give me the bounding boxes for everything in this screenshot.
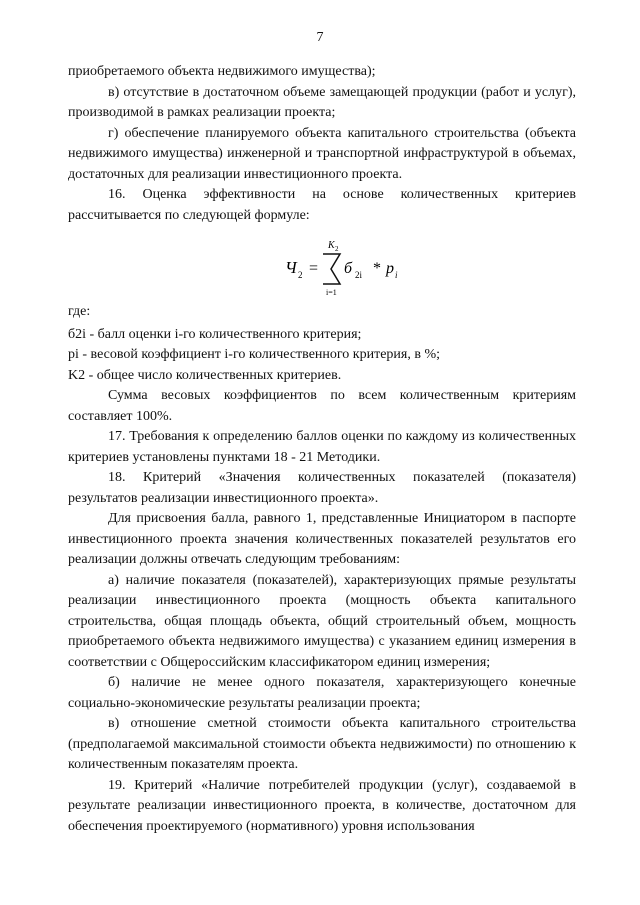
paragraph-18: 18. Критерий «Значения количественных показателей (показателя) результатов реализации инвестиционного проекта». (68, 470, 576, 506)
page-number: 7 (316, 30, 324, 45)
formula-sum-upper-subscript: 2 (335, 245, 339, 253)
definition-pi: pi - весовой коэффициент i-го количественного критерия, в %; (68, 347, 441, 362)
paragraph-16: 16. Оценка эффективности на основе количественных критериев рассчитывается по следующей формуле: (68, 187, 576, 223)
paragraph-item-v: в) отсутствие в достаточном объеме замещающей продукции (работ и услуг), производимой в рамках реализации проекта; (68, 84, 576, 120)
paragraph-score-rules: Для присвоения балла, равного 1, представленные Инициатором в паспорте инвестиционного проекта значения количественных показателей результатов его реализации должны отвечать следующим требованиям: (68, 511, 576, 567)
where-label: где: (68, 304, 91, 319)
formula-weight: p (386, 260, 394, 277)
formula-times: * (373, 260, 381, 277)
formula-lhs-subscript: 2 (298, 270, 303, 280)
paragraph-17: 17. Требования к определению баллов оценки по каждому из количественных критериев установлены пунктами 18 - 21 Методики. (68, 429, 576, 465)
paragraph-item-v-ratio: в) отношение сметной стоимости объекта капитального строительства (предполагаемой максимальной стоимости объекта недвижимости) по отношению к количественным показателям проекта. (68, 716, 576, 772)
definition-b2i: б2i - балл оценки i-го количественного критерия; (68, 326, 362, 342)
formula-lhs: Ч (285, 258, 297, 277)
formula-term-subscript: 2i (355, 270, 363, 280)
formula-equals: = (309, 260, 319, 277)
paragraph-continuation: приобретаемого объекта недвижимого имущества); (68, 64, 376, 79)
formula-block (68, 226, 576, 302)
paragraph-item-a: а) наличие показателя (показателей), характеризующих прямые результаты реализации инвестиционного проекта (мощность объекта капитального строительства, общая площадь объекта, общий строительный объем, мощность приобретаемого объекта недвижимого имущества) с указанием единиц измерения в соответствии с Общероссийским классификатором единиц измерения; (68, 572, 576, 670)
paragraph-item-b: б) наличие не менее одного показателя, характеризующего конечные социально-экономические результаты реализации проекта; (68, 675, 576, 711)
definition-k2: K2 - общее число количественных критериев. (68, 367, 342, 383)
formula-sum-lower: i=1 (326, 288, 337, 297)
paragraph-19: 19. Критерий «Наличие потребителей продукции (услуг), создаваемой в результате реализации инвестиционного проекта, в количестве, достаточном для обеспечения проектируемого (нормативного) уровня использования (68, 777, 576, 834)
paragraph-weights-sum: Сумма весовых коэффициентов по всем количественным критериям составляет 100%. (68, 388, 576, 424)
formula-svg (273, 234, 493, 304)
summation-icon (323, 254, 340, 284)
paragraph-item-g: г) обеспечение планируемого объекта капитального строительства (объекта недвижимого имущества) инженерной и транспортной инфраструктурой в объемах, достаточных для реализации инвестиционного проекта. (68, 125, 576, 182)
formula-sum-upper: K (328, 240, 335, 251)
document-body (68, 62, 576, 837)
formula-term: б (344, 260, 353, 277)
formula-weight-subscript: i (395, 270, 398, 280)
